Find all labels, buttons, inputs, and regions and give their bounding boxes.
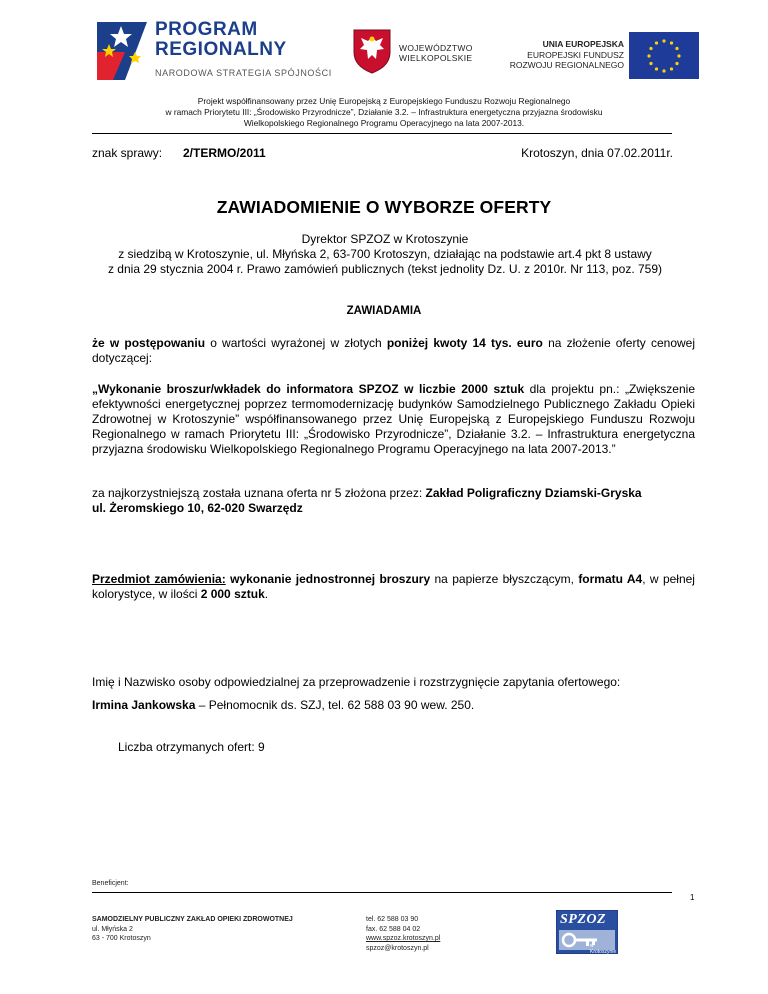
order-subject-label: Przedmiot zamówienia: xyxy=(92,572,226,586)
program-subtitle: NARODOWA STRATEGIA SPÓJNOŚCI xyxy=(155,68,332,78)
p2-bold: „Wykonanie broszur/wkładek do informatora SPZOZ w liczbie 2000 sztuk xyxy=(92,382,525,396)
voivodeship-line1: WOJEWÓDZTWO xyxy=(399,43,473,53)
voivodeship-name xyxy=(399,43,473,63)
p4-text1: na papierze błyszczącym, xyxy=(430,572,579,586)
star-map-icon xyxy=(95,18,151,82)
footer-email[interactable]: spzoz@krotoszyn.pl xyxy=(366,944,429,952)
eu-line2: EUROPEJSKI FUNDUSZ xyxy=(527,49,624,60)
eu-flag-icon xyxy=(629,32,699,79)
p4-bold1: wykonanie jednostronnej broszury xyxy=(225,572,431,586)
program-title xyxy=(155,20,287,60)
intro-line3: z dnia 29 stycznia 2004 r. Prawo zamówień publicznych (tekst jednolity Dz. U. z 2010r. Nr 113, poz. 759) xyxy=(107,262,663,276)
p2-text: dla projektu pn.: „Zwiększenie efektywności energetycznej poprzez termomodernizację budynków Samodzielnego Publicznego Zakładu Opieki Zdrowotnej w Krotoszynie” współfinansowanego przez Unię Europejską z Europejskiego Funduszu Rozwoju Regionalnego w ramach Priorytetu III: „Środowisko Przyrodnicze”, Działanie 3.2. – Infrastruktura energetyczna przyjazna środowisku Wielkopolskiego Regionalnego Programu Operacyjnego na lata 2007-2013.” xyxy=(92,382,695,456)
subject-paragraph xyxy=(92,382,695,457)
footer-city: 63 - 700 Krotoszyn xyxy=(92,935,151,942)
eu-fund-text xyxy=(494,39,624,71)
p4-text3: . xyxy=(264,587,269,601)
p3-text: za najkorzystniejszą została uznana oferta nr 5 złożona przez: xyxy=(92,486,426,500)
footer-tel: tel. 62 588 03 90 xyxy=(366,916,419,923)
winner-paragraph xyxy=(92,486,695,516)
intro-line1: Dyrektor SPZOZ w Krotoszynie xyxy=(301,232,469,246)
winner-address: ul. Żeromskiego 10, 62-020 Swarzędz xyxy=(92,501,303,515)
spzoz-logo xyxy=(556,910,618,954)
p4-text2: , w pełnej kolorystyce, w ilości xyxy=(92,572,695,601)
project-line1: Projekt współfinansowany przez Unię Europejską z Europejskiego Funduszu Rozwoju Regionalnego xyxy=(197,96,571,106)
program-title-line1: PROGRAM xyxy=(155,19,258,40)
voivodeship-line2: WIELKOPOLSKIE xyxy=(399,53,473,63)
spzoz-logo-sub: w Krotoszynie xyxy=(590,943,617,955)
program-title-line2: REGIONALNY xyxy=(155,39,287,60)
p1-text1: o wartości wyrażonej w złotych xyxy=(205,336,387,350)
page-number: 1 xyxy=(690,893,695,902)
footer-contact xyxy=(366,915,440,953)
procedure-paragraph xyxy=(92,336,695,366)
responsible-person-details: – Pełnomocnik ds. SZJ, tel. 62 588 03 90 wew. 250. xyxy=(195,698,475,712)
intro-line2: z siedzibą w Krotoszynie, ul. Młyńska 2, 63-700 Krotoszyn, działając na podstawie art.4 pkt 8 ustawy xyxy=(118,247,652,261)
footer-org-name: SAMODZIELNY PUBLICZNY ZAKŁAD OPIEKI ZDROWOTNEJ xyxy=(92,916,293,923)
p1-text2: na złożenie oferty cenowej dotyczącej: xyxy=(92,336,696,365)
project-line3: Wielkopolskiego Regionalnego Programu Operacyjnego na lata 2007-2013. xyxy=(243,118,525,128)
footer-address xyxy=(92,915,293,944)
document-title: ZAWIADOMIENIE O WYBORZE OFERTY xyxy=(216,197,552,217)
p1-bold1: że w postępowaniu xyxy=(92,336,206,350)
p4-bold2: formatu A4 xyxy=(578,572,643,586)
eu-line3: ROZWOJU REGIONALNEGO xyxy=(509,60,624,70)
footer-fax: fax. 62 588 04 02 xyxy=(366,925,421,933)
footer-street: ul. Młyńska 2 xyxy=(92,925,133,933)
winner-name: Zakład Poligraficzny Dziamski-Gryska xyxy=(425,486,642,500)
reference-number: 2/TERMO/2011 xyxy=(183,146,266,160)
project-info xyxy=(0,96,768,129)
responsible-person-label: Imię i Nazwisko osoby odpowiedzialnej za przeprowadzenie i rozstrzygnięcie zapytania ofertowego: xyxy=(92,675,621,689)
footer-divider xyxy=(92,892,672,893)
footer-www-link[interactable]: www.spzoz.krotoszyn.pl xyxy=(366,935,441,942)
document-date: Krotoszyn, dnia 07.02.2011r. xyxy=(521,146,673,160)
spzoz-logo-text: SPZOZ xyxy=(560,912,607,927)
intro-block xyxy=(80,232,690,277)
announces-heading: ZAWIADAMIA xyxy=(346,305,422,317)
offers-count: Liczba otrzymanych ofert: 9 xyxy=(118,740,265,754)
p1-bold2: poniżej kwoty 14 tys. euro xyxy=(386,336,543,350)
voivodeship-crest-icon xyxy=(352,28,392,74)
beneficiary-label: Beneficjent: xyxy=(92,880,129,887)
responsible-person xyxy=(92,698,695,713)
order-subject-paragraph xyxy=(92,572,695,602)
responsible-person-name: Irmina Jankowska xyxy=(92,698,196,712)
p4-bold3: 2 000 sztuk xyxy=(200,587,265,601)
header-divider xyxy=(92,133,672,134)
eu-line1: UNIA EUROPEJSKA xyxy=(542,39,624,49)
reference-label: znak sprawy: xyxy=(92,146,163,160)
program-regionalny-logo xyxy=(95,18,332,84)
project-line2: w ramach Priorytetu III: „Środowisko Przyrodnicze”, Działanie 3.2. – Infrastruktura energetyczna przyjazna środowisku xyxy=(165,107,603,117)
